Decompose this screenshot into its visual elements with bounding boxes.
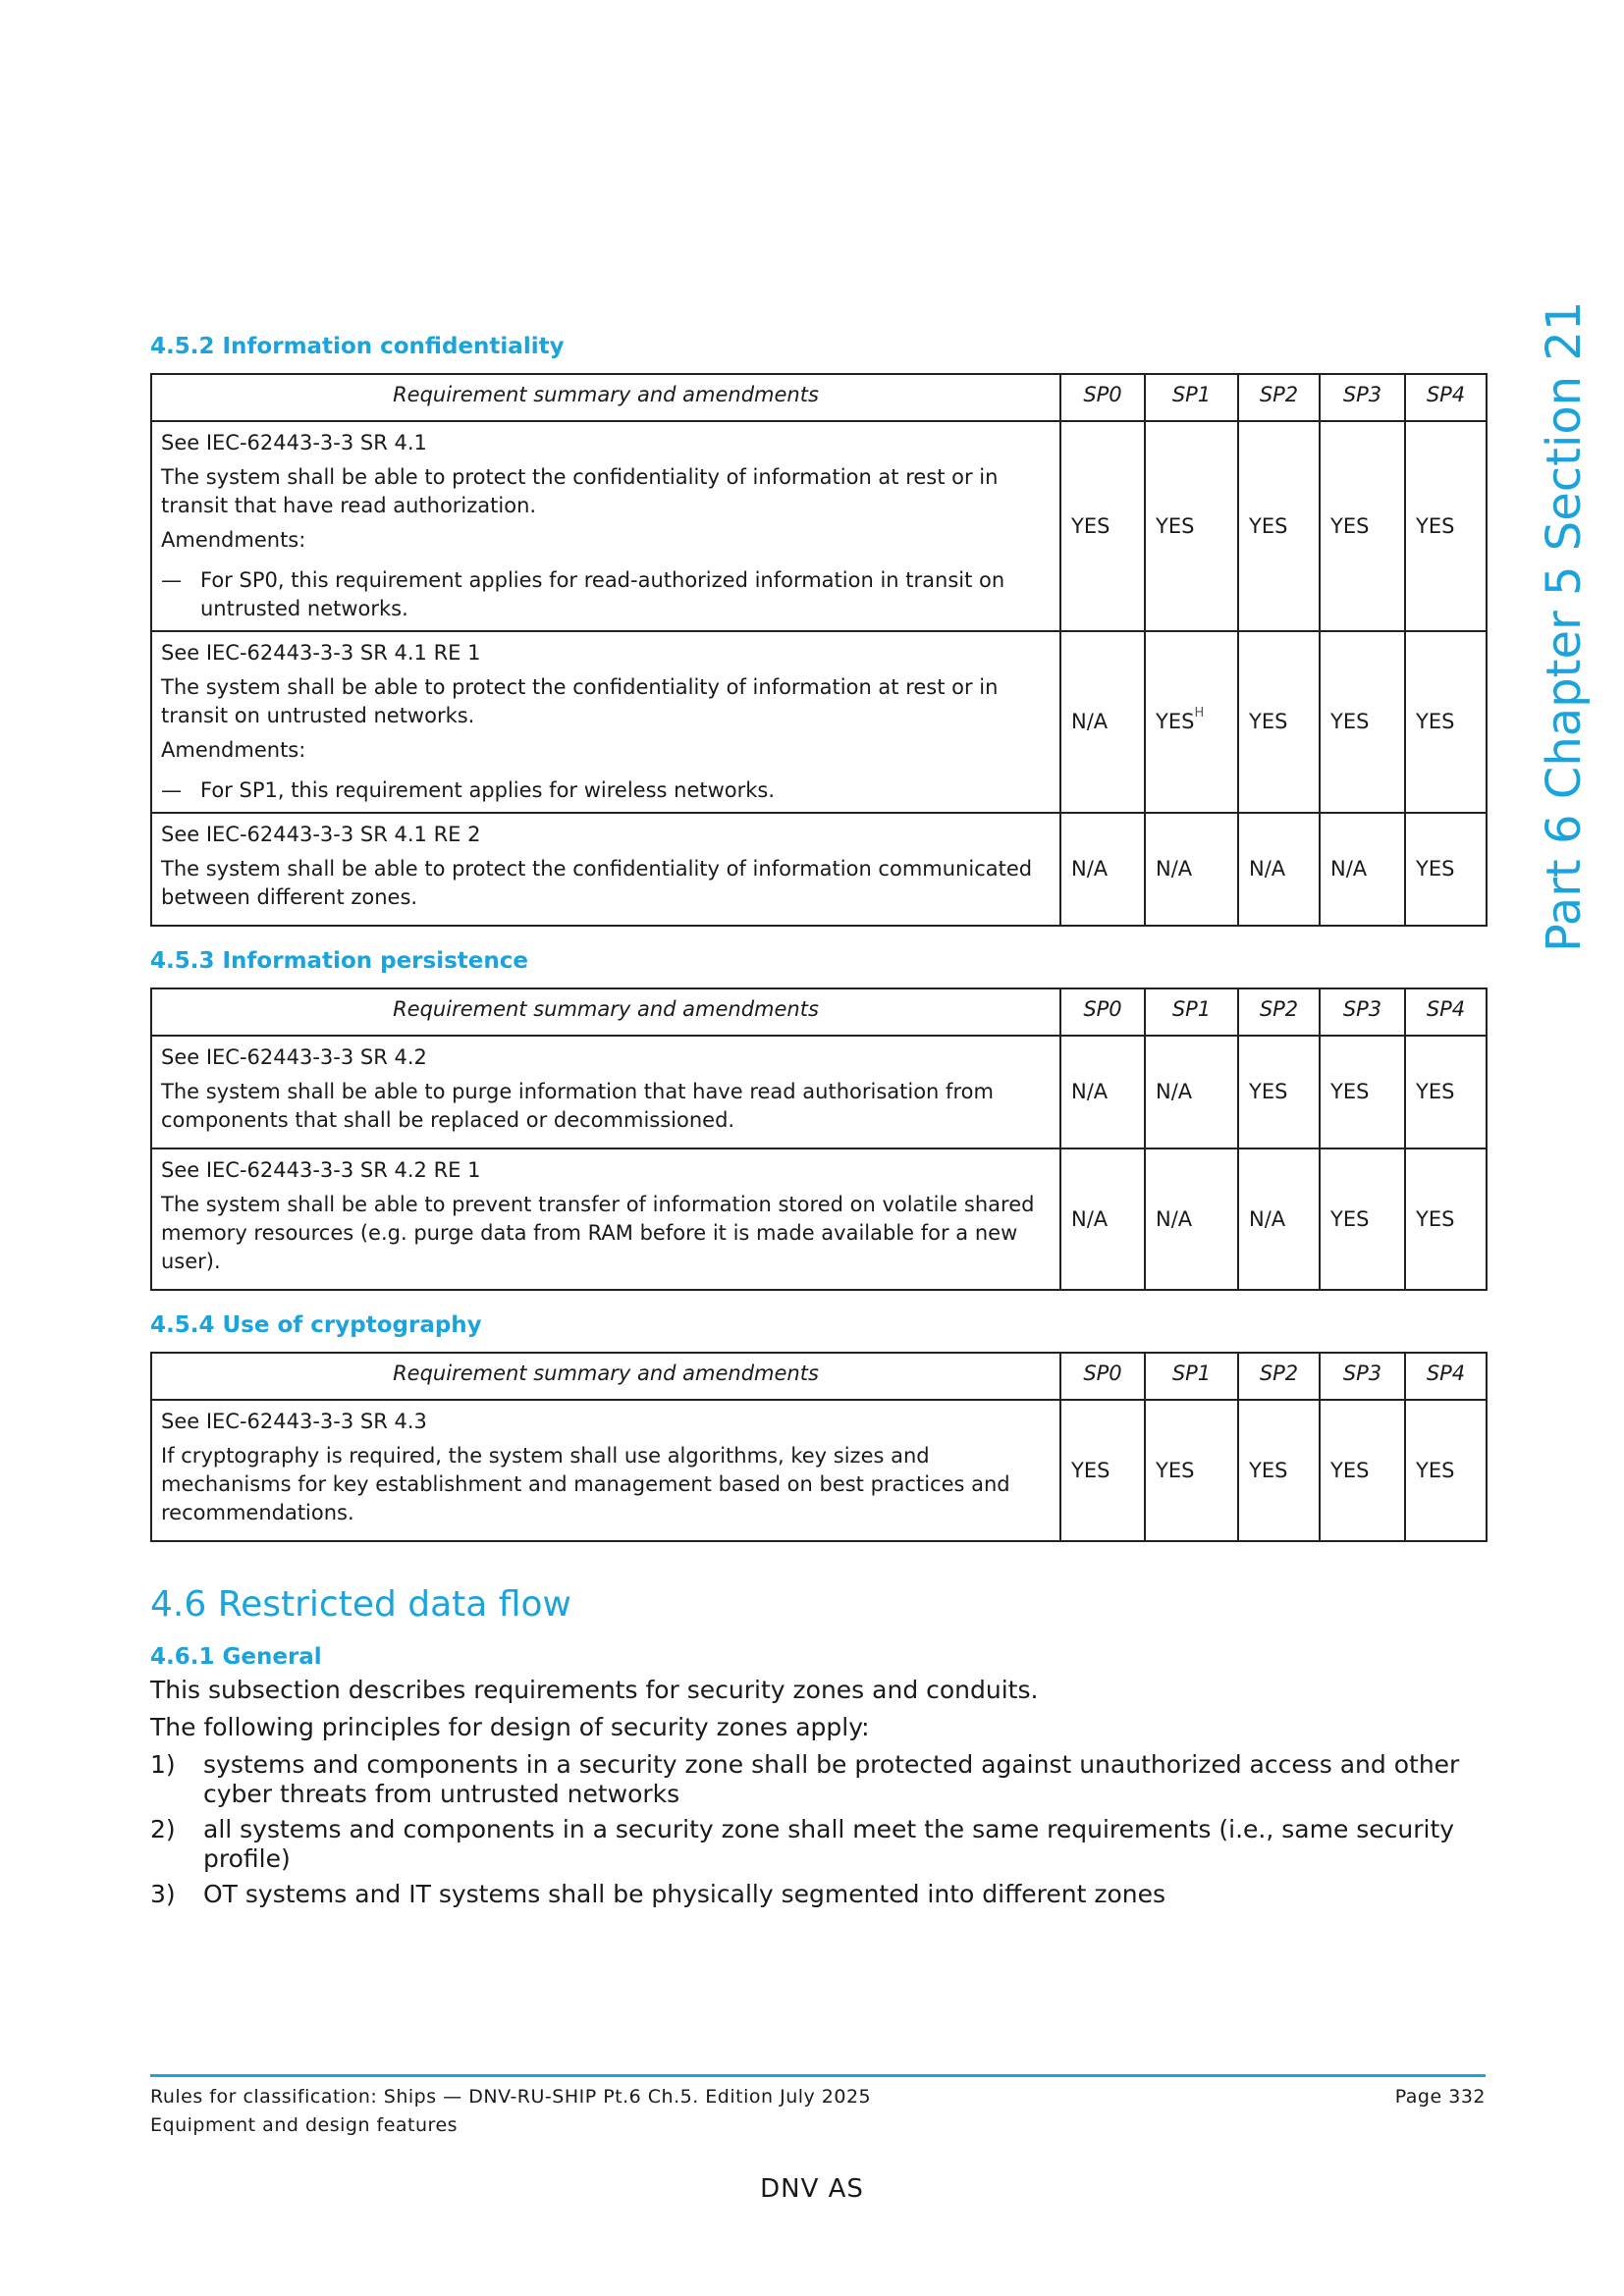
list-number: 3): [150, 1880, 176, 1908]
value-sp0: YES: [1060, 1400, 1145, 1541]
requirement-cell: [151, 631, 1060, 813]
amendment-item: [161, 566, 1051, 623]
value-sp3: YES: [1320, 631, 1405, 813]
table-information-persistence: [150, 988, 1488, 1291]
table-row: [151, 1400, 1487, 1541]
amendment-text: For SP0, this requirement applies for read-authorized information in transit on untrusted networks.: [200, 568, 1005, 620]
value-sp4: YES: [1405, 1036, 1487, 1148]
heading-4-5-4: 4.5.4 Use of cryptography: [150, 1312, 482, 1338]
value-sp2: YES: [1238, 421, 1320, 631]
header-sp1: SP1: [1145, 988, 1238, 1036]
footer-chapter-title: Equipment and design features: [150, 2114, 459, 2136]
table-header-row: [151, 988, 1487, 1036]
value-sp2: YES: [1238, 1400, 1320, 1541]
table-header-row: [151, 374, 1487, 421]
header-sp2: SP2: [1238, 988, 1320, 1036]
table-use-of-cryptography: [150, 1352, 1488, 1542]
dash-mark: —: [161, 778, 182, 802]
requirement-cell: [151, 813, 1060, 926]
header-sp4: SP4: [1405, 1353, 1487, 1400]
company-name: DNV AS: [760, 2174, 864, 2204]
footer-rule: [150, 2074, 1486, 2077]
page-footer: [150, 2083, 1486, 2140]
requirement-ref: See IEC-62443-3-3 SR 4.2 RE 1: [161, 1158, 481, 1182]
requirement-text: The system shall be able to protect the confidentiality of information communicated between different zones.: [161, 857, 1033, 909]
table-information-confidentiality: [150, 373, 1488, 927]
footnote-superscript: H: [1194, 706, 1205, 721]
requirement-cell: [151, 1148, 1060, 1290]
heading-4-6: 4.6 Restricted data flow: [150, 1584, 571, 1625]
table-row: [151, 1036, 1487, 1148]
list-number: 2): [150, 1815, 176, 1843]
value-sp0: N/A: [1060, 813, 1145, 926]
value-sp0: N/A: [1060, 1148, 1145, 1290]
section-sidebar-label: Part 6 Chapter 5 Section 21: [1537, 300, 1592, 952]
requirement-text: The system shall be able to protect the confidentiality of information at rest or in transit that have read authorization.: [161, 465, 999, 517]
heading-4-5-2: 4.5.2 Information confidentiality: [150, 334, 565, 359]
amendments-label: Amendments:: [161, 528, 306, 552]
value-sp1: YES: [1145, 421, 1238, 631]
list-item: [150, 1750, 1486, 1809]
requirement-cell: [151, 1036, 1060, 1148]
value-sp0: N/A: [1060, 631, 1145, 813]
dash-mark: —: [161, 568, 182, 592]
value-sp2: YES: [1238, 631, 1320, 813]
list-text: systems and components in a security zone shall be protected against unauthorized access and other cyber threats from untrusted networks: [203, 1750, 1460, 1808]
header-requirement: Requirement summary and amendments: [151, 988, 1060, 1036]
footer-document-title: Rules for classification: Ships — DNV-RU-SHIP Pt.6 Ch.5. Edition July 2025: [150, 2086, 872, 2108]
principles-list: [150, 1750, 1486, 1909]
value-sp2: N/A: [1238, 813, 1320, 926]
list-item: [150, 1880, 1486, 1909]
table-row: [151, 421, 1487, 631]
header-sp0: SP0: [1060, 374, 1145, 421]
table-row: [151, 1148, 1487, 1290]
requirement-text: If cryptography is required, the system shall use algorithms, key sizes and mechanisms for key establishment and management based on best practices and recommendations.: [161, 1444, 1010, 1524]
value-sp1: YES: [1145, 1400, 1238, 1541]
heading-4-6-1: 4.6.1 General: [150, 1644, 322, 1670]
value-sp4: YES: [1405, 1148, 1487, 1290]
table-header-row: [151, 1353, 1487, 1400]
value-sp1: N/A: [1145, 813, 1238, 926]
value-sp1-cell: [1145, 631, 1238, 813]
heading-4-5-3: 4.5.3 Information persistence: [150, 948, 528, 974]
requirement-text: The system shall be able to protect the confidentiality of information at rest or in transit on untrusted networks.: [161, 675, 999, 727]
value-sp3: YES: [1320, 1400, 1405, 1541]
header-sp0: SP0: [1060, 1353, 1145, 1400]
requirement-ref: See IEC-62443-3-3 SR 4.1: [161, 431, 427, 454]
requirement-ref: See IEC-62443-3-3 SR 4.2: [161, 1045, 427, 1069]
value-sp1: N/A: [1145, 1036, 1238, 1148]
requirement-ref: See IEC-62443-3-3 SR 4.3: [161, 1410, 427, 1433]
amendment-item: [161, 776, 1051, 805]
header-sp3: SP3: [1320, 374, 1405, 421]
header-sp1: SP1: [1145, 1353, 1238, 1400]
amendment-text: For SP1, this requirement applies for wireless networks.: [200, 778, 776, 802]
requirement-cell: [151, 421, 1060, 631]
value-sp4: YES: [1405, 421, 1487, 631]
list-text: all systems and components in a security zone shall meet the same requirements (i.e., same security profile): [203, 1815, 1455, 1873]
header-sp2: SP2: [1238, 1353, 1320, 1400]
paragraph: This subsection describes requirements for security zones and conduits.: [150, 1676, 1039, 1704]
value-sp3: N/A: [1320, 813, 1405, 926]
header-requirement: Requirement summary and amendments: [151, 374, 1060, 421]
header-sp2: SP2: [1238, 374, 1320, 421]
list-item: [150, 1815, 1486, 1874]
list-text: OT systems and IT systems shall be physically segmented into different zones: [203, 1880, 1166, 1908]
page-number: Page 332: [1394, 2086, 1486, 2108]
value-sp4: YES: [1405, 631, 1487, 813]
value-sp0: N/A: [1060, 1036, 1145, 1148]
list-number: 1): [150, 1750, 176, 1779]
header-sp4: SP4: [1405, 374, 1487, 421]
requirement-ref: See IEC-62443-3-3 SR 4.1 RE 2: [161, 823, 481, 846]
requirement-ref: See IEC-62443-3-3 SR 4.1 RE 1: [161, 641, 481, 665]
table-row: [151, 813, 1487, 926]
value-sp3: YES: [1320, 421, 1405, 631]
page-content: [150, 332, 1486, 1915]
value-sp3: YES: [1320, 1036, 1405, 1148]
header-sp1: SP1: [1145, 374, 1238, 421]
value-sp4: YES: [1405, 1400, 1487, 1541]
requirement-text: The system shall be able to prevent transfer of information stored on volatile shared memory resources (e.g. purge data from RAM before it is made available for a new user).: [161, 1193, 1035, 1273]
value-sp2: YES: [1238, 1036, 1320, 1148]
paragraph: The following principles for design of security zones apply:: [150, 1713, 870, 1741]
header-sp0: SP0: [1060, 988, 1145, 1036]
header-sp4: SP4: [1405, 988, 1487, 1036]
header-requirement: Requirement summary and amendments: [151, 1353, 1060, 1400]
amendments-label: Amendments:: [161, 738, 306, 762]
requirement-text: The system shall be able to purge information that have read authorisation from components that shall be replaced or decommissioned.: [161, 1080, 994, 1132]
value-sp4: YES: [1405, 813, 1487, 926]
value-sp2: N/A: [1238, 1148, 1320, 1290]
value-sp0: YES: [1060, 421, 1145, 631]
value-sp3: YES: [1320, 1148, 1405, 1290]
requirement-cell: [151, 1400, 1060, 1541]
header-sp3: SP3: [1320, 1353, 1405, 1400]
table-row: [151, 631, 1487, 813]
value-sp1: N/A: [1145, 1148, 1238, 1290]
value-sp1: YES: [1156, 710, 1195, 733]
header-sp3: SP3: [1320, 988, 1405, 1036]
